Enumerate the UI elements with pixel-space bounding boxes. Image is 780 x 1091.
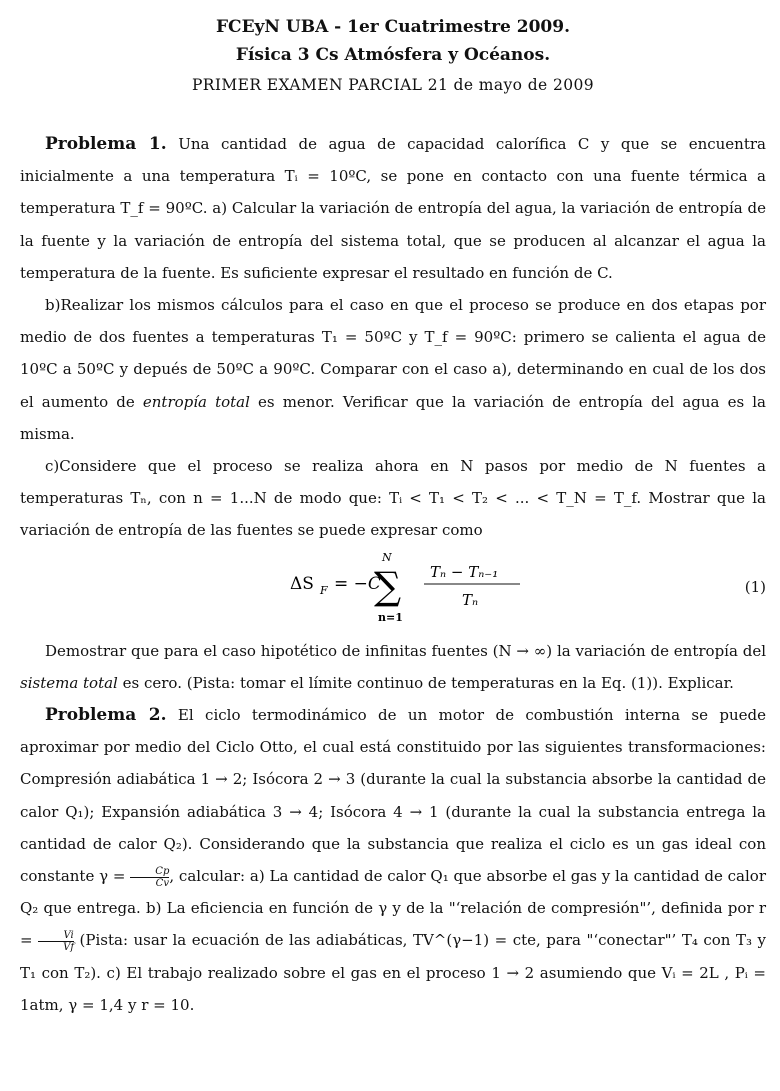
gamma-numerator: Cp	[130, 866, 169, 878]
problem1-text-b1: b)Realizar los mismos cálculos para el caso en que el proceso se produce en dos etapas por medio de dos fuentes a temperaturas T₁ = 50ºC y T_f = 90ºC: primero se calienta el agua de 10ºC a 50ºC y depués de 50ºC a 90ºC. Comparar con el caso a), determinando en cual de los dos el aumento de	[20, 296, 766, 411]
r-numerator: Vi	[38, 930, 74, 942]
eq-sum-lower: n=1	[378, 610, 403, 624]
gamma-fraction	[130, 866, 169, 889]
problem1-text-a: Una cantidad de agua de capacidad calorífica C y que se encuentra inicialmente a una temperatura Tᵢ = 10ºC, se pone en contacto con una fuente térmica a temperatura T_f = 90ºC. a) Calcular la variación de entropía del agua, la variación de entropía de la fuente y la variación de entropía del sistema total, que se producen al alcanzar el agua la temperatura de la fuente. Es suficiente expresar el resultado en función de C.	[20, 135, 766, 282]
problem1-title: Problema 1.	[45, 134, 167, 154]
eq-lhs: ΔS	[290, 573, 314, 594]
eq-lhs-sub: F	[320, 583, 328, 597]
eq-sum-sign: ∑	[374, 563, 402, 608]
problem1-text-b2: es menor. Verificar que la variación de entropía del agua es la misma.	[20, 392, 766, 443]
problem1-part-d	[20, 635, 766, 699]
gamma-denominator: Cv	[155, 877, 169, 889]
problem2-title: Problema 2.	[45, 705, 167, 726]
eq-numerator: Tₙ − Tₙ₋₁	[430, 562, 499, 581]
r-fraction	[38, 930, 74, 953]
problem1-text-d-em: sistema total	[20, 673, 118, 692]
exam-body	[20, 128, 766, 1021]
problem2	[20, 699, 766, 1021]
problem1-part-b	[20, 289, 766, 450]
exam-title: PRIMER EXAMEN PARCIAL 21 de mayo de 2009	[191, 76, 595, 94]
eq-sum-upper: N	[382, 550, 392, 564]
faculty-title: FCEyN UBA - 1er Cuatrimestre 2009.	[215, 17, 570, 37]
problem1-text-c: c)Considere que el proceso se realiza ahora en N pasos por medio de N fuentes a temperaturas Tₙ, con n = 1...N de modo que: Tᵢ < T₁ < T₂ < ... < T_N = T_f. Mostrar que la variación de entropía de las fuentes se puede expresar como	[20, 457, 766, 540]
exam-header	[20, 0, 766, 100]
problem1-text-b-em: entropía total	[142, 392, 250, 411]
r-denominator: Vf	[63, 941, 75, 953]
problem1-text-d1: Demostrar que para el caso hipotético de infinitas fuentes (N → ∞) la variación de entropía del	[45, 641, 766, 660]
problem2-text-3: (Pista: usar la ecuación de las adiabáticas, TV^(γ−1) = cte, para "‘conectar"’ T₄ con T₃ y T₁ con T₂). c) El trabajo realizado sobre el gas en el proceso 1 → 2 asumiendo que Vᵢ = 2L , Pᵢ = 1atm, γ = 1,4 y r = 10.	[20, 931, 766, 1014]
course-title: Física 3 Cs Atmósfera y Océanos.	[235, 45, 551, 65]
eq-denominator: Tₙ	[462, 590, 479, 609]
equation-number: (1)	[744, 577, 766, 596]
problem1-text-d2: es cero. (Pista: tomar el límite continuo de temperaturas en la Eq. (1)). Explicar.	[122, 673, 734, 692]
problem2-text-2: , calcular: a) La cantidad de calor Q₁ que absorbe el gas y la cantidad de calor Q₂ que entrega. b) La eficiencia en función de γ y de la "‘relación de compresión"’, definida por r =	[20, 867, 766, 950]
entropy-sum-formula	[290, 549, 550, 633]
eq-equals: = −C	[334, 573, 381, 594]
equation-1	[20, 547, 766, 635]
problem1-part-a	[20, 128, 766, 289]
problem2-text-1: El ciclo termodinámico de un motor de combustión interna se puede aproximar por medio del Ciclo Otto, el cual está constituido por las siguientes transformaciones: Compresión adiabática 1 → 2; Isócora 2 → 3 (durante la cual la substancia absorbe la cantidad de calor Q₁); Expansión adiabática 3 → 4; Isócora 4 → 1 (durante la cual la substancia entrega la cantidad de calor Q₂). Considerando que la substancia que realiza el ciclo es un gas ideal con constante γ =	[20, 706, 766, 886]
problem1-part-c	[20, 450, 766, 547]
